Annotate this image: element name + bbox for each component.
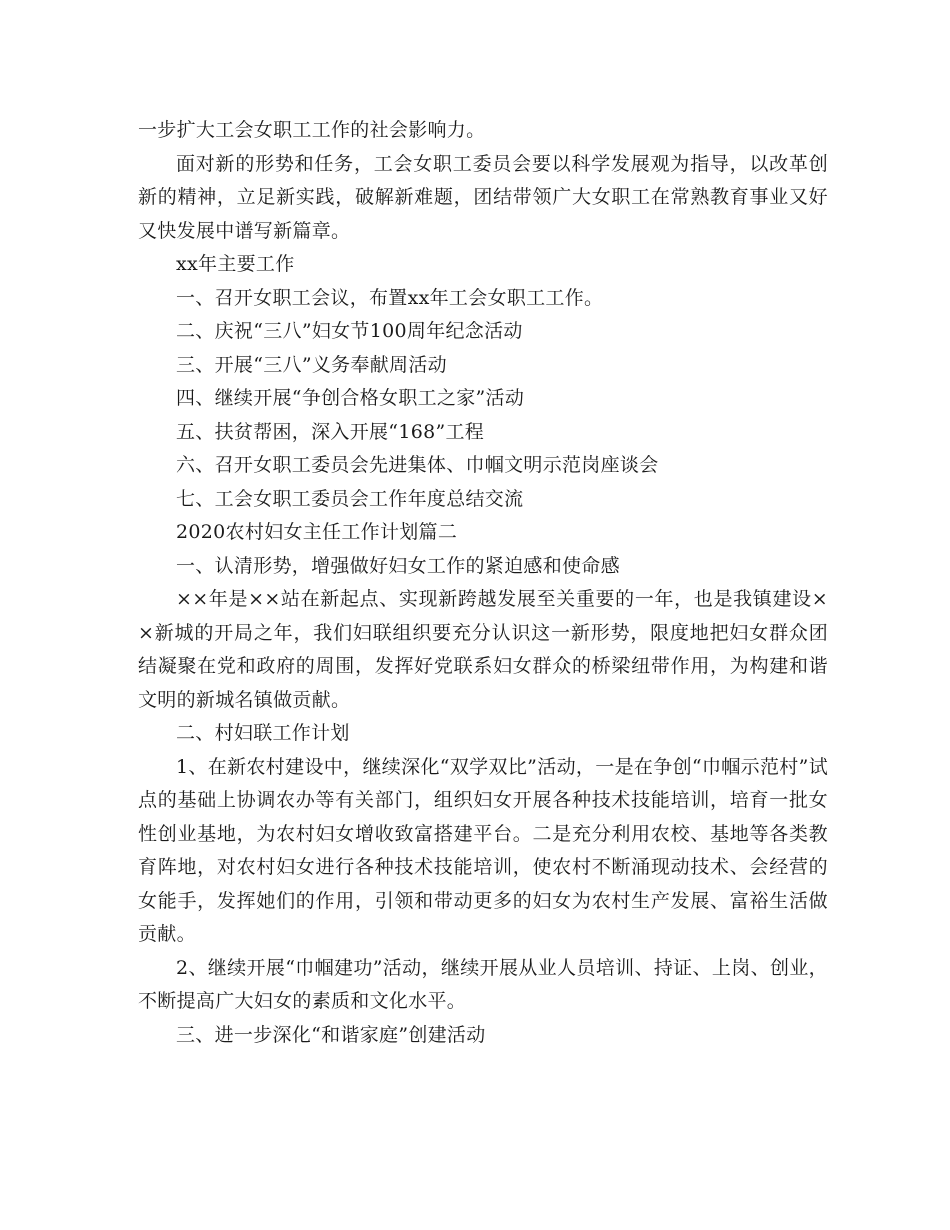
list-item: 四、继续开展“争创合格女职工之家”活动 [176,387,525,409]
section-heading: xx年主要工作 [176,253,295,275]
list-item: 三、开展“三八”义务奉献周活动 [176,353,447,376]
section-heading: 三、进一步深化“和谐家庭”创建活动 [176,1023,486,1046]
list-item: 七、工会女职工委员会工作年度总结交流 [176,487,524,510]
list-item: 五、扶贫帮困，深入开展“168”工程 [176,420,485,443]
paragraph: 一步扩大工会女职工工作的社会影响力。 [138,119,486,141]
paragraph: ××年是××站在新起点、实现新跨越发展至关重要的一年，也是我镇建设××新城的开局之年，我们妇联组织要充分认识这一新形势，限度地把妇女群众团结凝聚在党和政府的周围，发挥好党联系妇女群众的桥梁纽带作用，为构建和谐文明的新城名镇做贡献。 [138,588,828,711]
paragraph: 1、在新农村建设中，继续深化“双学双比”活动，一是在争创“巾帼示范村”试点的基础上协调农办等有关部门，组织妇女开展各种技术技能培训，培育一批女性创业基地，为农村妇女增收致富搭建平台。二是充分利用农校、基地等各类教育阵地，对农村妇女进行各种技术技能培训，使农村不断涌现动技术、会经营的女能手，发挥她们的作用，引领和带动更多的妇女为农村生产发展、富裕生活做贡献。 [138,755,828,945]
document-body [138,114,828,1052]
paragraph: 面对新的形势和任务，工会女职工委员会要以科学发展观为指导，以改革创新的精神，立足新实践，破解新难题，团结带领广大女职工在常熟教育事业又好又快发展中谱写新篇章。 [138,152,828,242]
list-item: 二、庆祝“三八”妇女节100周年纪念活动 [176,320,523,342]
section-title: 2020农村妇女主任工作计划篇二 [176,521,458,543]
section-heading: 一、认清形势，增强做好妇女工作的紧迫感和使命感 [176,554,620,577]
section-heading: 二、村妇联工作计划 [176,722,350,744]
list-item: 六、召开女职工委员会先进集体、巾帼文明示范岗座谈会 [176,454,659,476]
paragraph: 2、继续开展“巾帼建功”活动，继续开展从业人员培训、持证、上岗、创业，不断提高广大妇女的素质和文化水平。 [138,956,828,1012]
list-item: 一、召开女职工会议，布置xx年工会女职工工作。 [176,286,604,309]
